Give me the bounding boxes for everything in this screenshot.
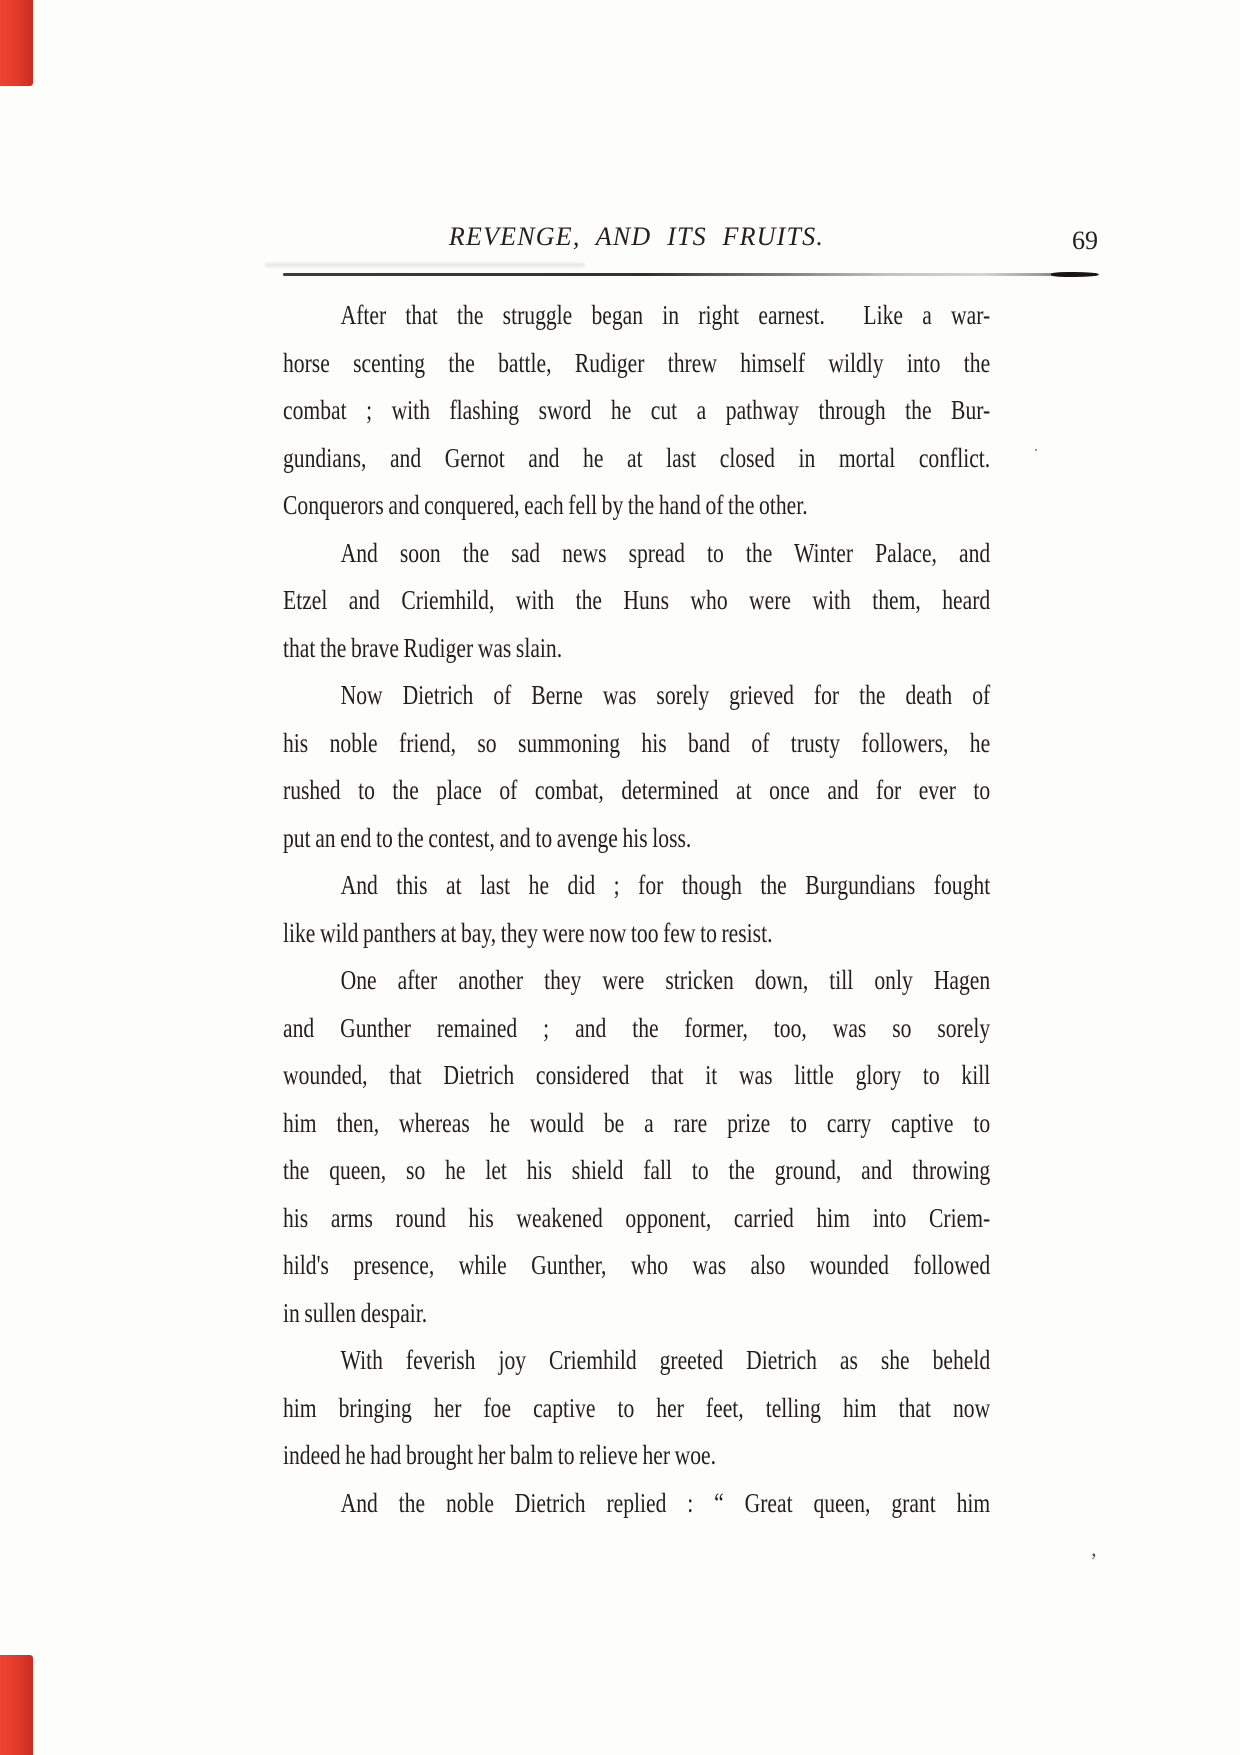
text-line: And this at last he did ; for though the Burgundians fought <box>340 870 991 900</box>
text-line: rushed to the place of combat, determined at once and for ever to <box>283 775 991 805</box>
text-line: And the noble Dietrich replied : “ Great queen, grant him <box>340 1487 991 1518</box>
text-line: that the brave Rudiger was slain. <box>283 632 563 663</box>
text-line: like wild panthers at bay, they were now too few to resist. <box>283 917 773 948</box>
text-line: Etzel and Criemhild, with the Huns who were with them, heard <box>283 585 991 615</box>
header-rule-tapered-end <box>1051 272 1099 277</box>
text-line: With feverish joy Criemhild greeted Dietrich as she beheld <box>340 1345 991 1375</box>
text-line: in sullen despair. <box>283 1297 428 1328</box>
scan-speck-bottom-right: ’ <box>1090 1548 1098 1573</box>
text-line: his arms round his weakened opponent, carried him into Criem- <box>283 1202 991 1233</box>
text-line: gundians, and Gernot and he at last closed in mortal conflict. <box>283 442 991 473</box>
text-line: Now Dietrich of Berne was sorely grieved for the death of <box>340 680 991 710</box>
text-line: him then, whereas he would be a rare prize to carry captive to <box>283 1107 991 1138</box>
text-line: And soon the sad news spread to the Winter Palace, and <box>340 537 991 568</box>
text-line: and Gunther remained ; and the former, too, was so sorely <box>283 1012 991 1043</box>
text-line: horse scenting the battle, Rudiger threw himself wildly into the <box>283 347 991 378</box>
rule-ink-smudge <box>265 263 585 267</box>
text-line: hild's presence, while Gunther, who was also wounded followed <box>283 1250 991 1280</box>
text-line: combat ; with flashing sword he cut a pathway through the Bur- <box>283 395 991 425</box>
red-scan-edge-mark-top <box>0 0 33 86</box>
text-line: his noble friend, so summoning his band of trusty followers, he <box>283 727 991 758</box>
page-number: 69 <box>1072 226 1098 255</box>
text-line: One after another they were stricken down, till only Hagen <box>340 965 991 995</box>
running-title: REVENGE, AND ITS FRUITS. <box>448 222 825 251</box>
text-line: After that the struggle began in right earnest. Like a war- <box>340 300 991 330</box>
text-line: put an end to the contest, and to avenge his loss. <box>283 822 692 853</box>
header-rule <box>283 273 1097 276</box>
scan-speck-mid-right: · <box>1033 440 1039 460</box>
body-text <box>283 292 990 1527</box>
text-line: wounded, that Dietrich considered that it was little glory to kill <box>283 1060 991 1090</box>
text-line: him bringing her foe captive to her feet, telling him that now <box>283 1392 991 1423</box>
red-scan-edge-mark-bottom <box>0 1655 33 1755</box>
text-line: indeed he had brought her balm to relieve her woe. <box>283 1440 717 1470</box>
text-line: the queen, so he let his shield fall to the ground, and throwing <box>283 1155 991 1185</box>
text-line: Conquerors and conquered, each fell by the hand of the other. <box>283 490 808 520</box>
